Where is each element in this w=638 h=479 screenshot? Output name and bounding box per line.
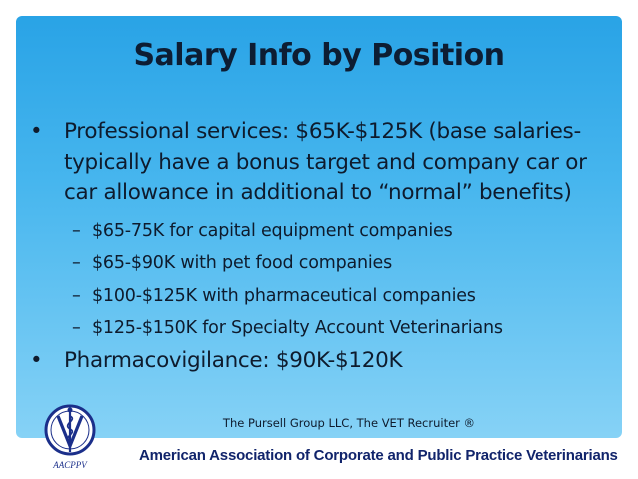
logo-text: AACPPV bbox=[53, 460, 87, 470]
bullet-marker: • bbox=[30, 347, 43, 373]
bullet-list bbox=[30, 117, 615, 376]
sub-bullet-pet-food bbox=[72, 247, 615, 280]
sub-bullet-marker: – bbox=[72, 220, 81, 241]
sub-bullet-marker: – bbox=[72, 253, 81, 273]
organization-name: American Association of Corporate and Public Practice Veterinarians bbox=[139, 447, 618, 464]
bullet-text: Professional services: $65K-$125K (base salaries-typically have a bonus target and company car or car allowance in additional to “normal” benefits) bbox=[64, 119, 587, 205]
sub-bullet-marker: – bbox=[72, 285, 81, 306]
bullet-marker: • bbox=[30, 119, 43, 144]
footer-credit: The Pursell Group LLC, The VET Recruiter ® bbox=[222, 416, 476, 430]
sub-bullet-pharmaceutical bbox=[72, 280, 615, 313]
bullet-pharmacovigilance bbox=[30, 346, 615, 377]
sub-bullet-text: $125-$150K for Specialty Account Veterinarians bbox=[92, 318, 503, 338]
sub-bullet-list bbox=[72, 215, 615, 345]
slide-title: Salary Info by Position bbox=[133, 38, 505, 73]
sub-bullet-capital-equipment bbox=[72, 215, 615, 248]
sub-bullet-specialty-account bbox=[72, 312, 615, 345]
sub-bullet-text: $65-75K for capital equipment companies bbox=[92, 220, 453, 241]
sub-bullet-marker: – bbox=[72, 318, 81, 338]
sub-bullet-text: $100-$125K with pharmaceutical companies bbox=[92, 285, 476, 306]
bullet-text: Pharmacovigilance: $90K-$120K bbox=[64, 347, 403, 373]
aacppv-logo-icon bbox=[38, 402, 102, 474]
bullet-professional-services bbox=[30, 117, 615, 209]
sub-bullet-text: $65-$90K with pet food companies bbox=[92, 253, 393, 273]
